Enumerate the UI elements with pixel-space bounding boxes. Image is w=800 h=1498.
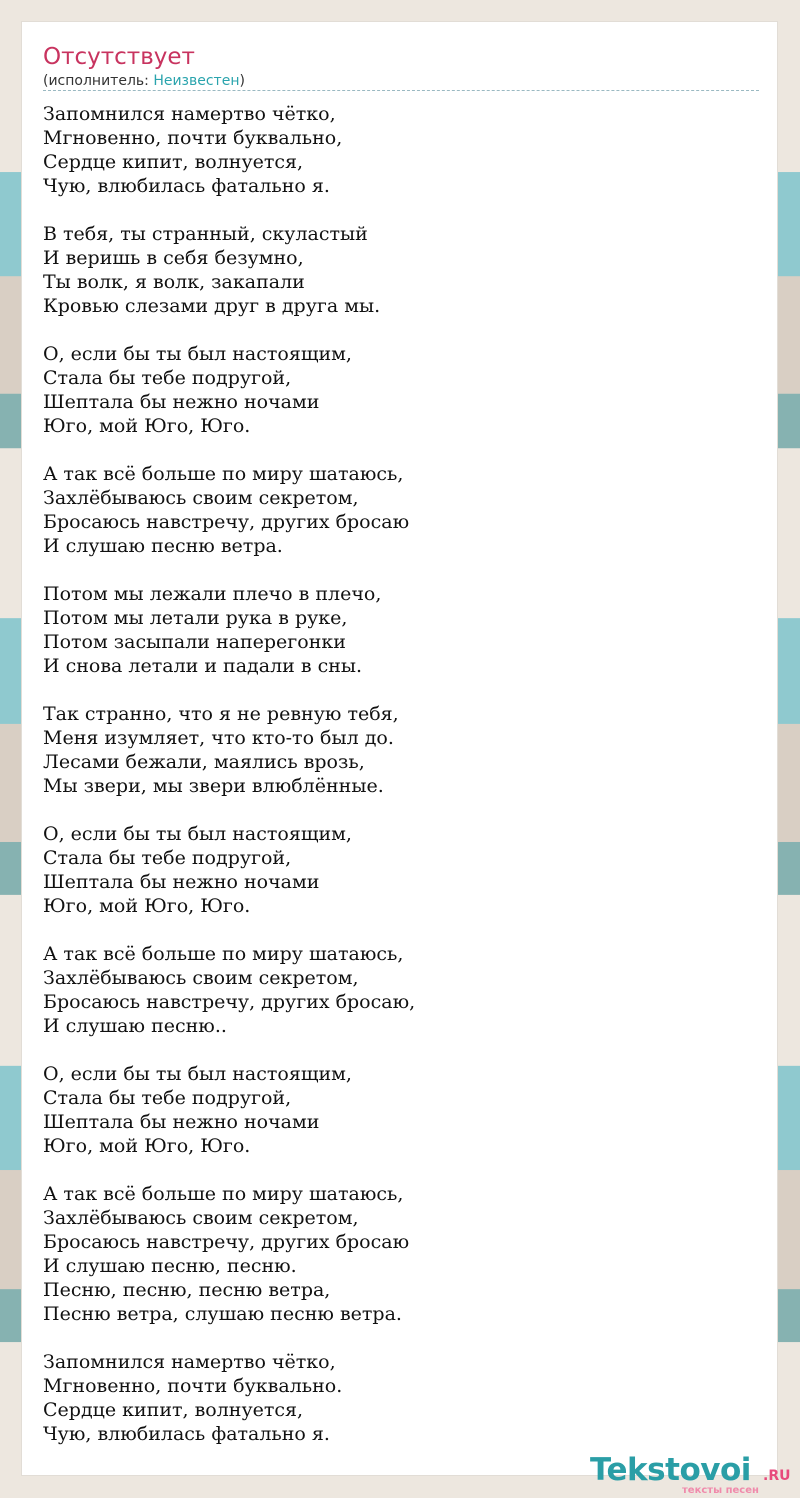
lyrics-line: Бросаюсь навстречу, других бросаю, [43,991,416,1013]
lyrics-line: Мгновенно, почти буквально, [43,127,343,149]
lyrics-line: Песню ветра, слушаю песню ветра. [43,1303,402,1325]
artist-suffix: ) [239,73,245,89]
lyrics-stanza [43,342,743,438]
artist-link[interactable]: Неизвестен [153,73,240,89]
lyrics-line: Захлёбываюсь своим секретом, [43,1207,359,1229]
artist-prefix: (исполнитель: [43,73,154,89]
lyrics-line: Юго, мой Юго, Юго. [43,415,251,437]
lyrics-line: Лесами бежали, маялись врозь, [43,751,365,773]
lyrics-stanza [43,222,743,318]
lyrics-line: Так странно, что я не ревную тебя, [43,703,399,725]
logo-domain: .RU [763,1468,791,1484]
lyrics-card [21,21,791,1496]
lyrics-line: Юго, мой Юго, Юго. [43,1135,251,1157]
lyrics-stanza [43,702,743,798]
lyrics-stanza [43,1350,743,1446]
logo-tagline: тексты песен [682,1485,759,1496]
lyrics-line: Бросаюсь навстречу, других бросаю [43,511,410,533]
lyrics-line: Шептала бы нежно ночами [43,871,320,893]
lyrics-line: Ты волк, я волк, закапали [43,271,305,293]
lyrics-stanza [43,822,743,918]
lyrics-line: Стала бы тебе подругой, [43,367,292,389]
lyrics-line: О, если бы ты был настоящим, [43,823,352,845]
lyrics-stanza [43,942,743,1038]
lyrics-line: О, если бы ты был настоящим, [43,343,352,365]
lyrics-line: Запомнился намертво чётко, [43,1351,336,1373]
lyrics-line: И слушаю песню ветра. [43,535,283,557]
lyrics-line: Шептала бы нежно ночами [43,391,320,413]
lyrics-stanza [43,1062,743,1158]
lyrics-line: А так всё больше по миру шатаюсь, [43,943,404,965]
song-title: Отсутствует [43,44,195,70]
lyrics-line: Кровью слезами друг в друга мы. [43,295,381,317]
lyrics-line: Меня изумляет, что кто-то был до. [43,727,394,749]
site-logo[interactable] [590,1452,800,1498]
lyrics-line: Потом мы лежали плечо в плечо, [43,583,382,605]
lyrics-line: И слушаю песню.. [43,1015,227,1037]
lyrics-line: Юго, мой Юго, Юго. [43,895,251,917]
lyrics-stanza [43,102,743,198]
lyrics-line: И снова летали и падали в сны. [43,655,363,677]
lyrics-stanza [43,582,743,678]
lyrics-line: Стала бы тебе подругой, [43,1087,292,1109]
lyrics-line: Запомнился намертво чётко, [43,103,336,125]
lyrics-line: Захлёбываюсь своим секретом, [43,967,359,989]
lyrics-stanza [43,462,743,558]
lyrics-line: Песню, песню, песню ветра, [43,1279,331,1301]
lyrics-line: Шептала бы нежно ночами [43,1111,320,1133]
lyrics-line: В тебя, ты странный, скуластый [43,223,368,245]
lyrics-line: Бросаюсь навстречу, других бросаю [43,1231,410,1253]
lyrics-stanza [43,1182,743,1326]
lyrics-line: Потом мы летали рука в руке, [43,607,348,629]
lyrics-line: Чую, влюбилась фатально я. [43,175,330,197]
lyrics-line: Стала бы тебе подругой, [43,847,292,869]
lyrics-line: И слушаю песню, песню. [43,1255,297,1277]
lyrics-line: О, если бы ты был настоящим, [43,1063,352,1085]
lyrics-text [43,102,743,1470]
title-divider [43,90,759,91]
lyrics-line: Сердце кипит, волнуется, [43,1399,304,1421]
lyrics-line: Сердце кипит, волнуется, [43,151,304,173]
lyrics-line: И веришь в себя безумно, [43,247,304,269]
lyrics-line: Захлёбываюсь своим секретом, [43,487,359,509]
artist-line [43,72,245,90]
lyrics-line: Мгновенно, почти буквально. [43,1375,343,1397]
lyrics-line: А так всё больше по миру шатаюсь, [43,463,404,485]
lyrics-line: Мы звери, мы звери влюблённые. [43,775,384,797]
logo-wordmark: Tekstovoi [590,1452,751,1488]
lyrics-line: Чую, влюбилась фатально я. [43,1423,330,1445]
lyrics-line: А так всё больше по миру шатаюсь, [43,1183,404,1205]
lyrics-line: Потом засыпали наперегонки [43,631,346,653]
